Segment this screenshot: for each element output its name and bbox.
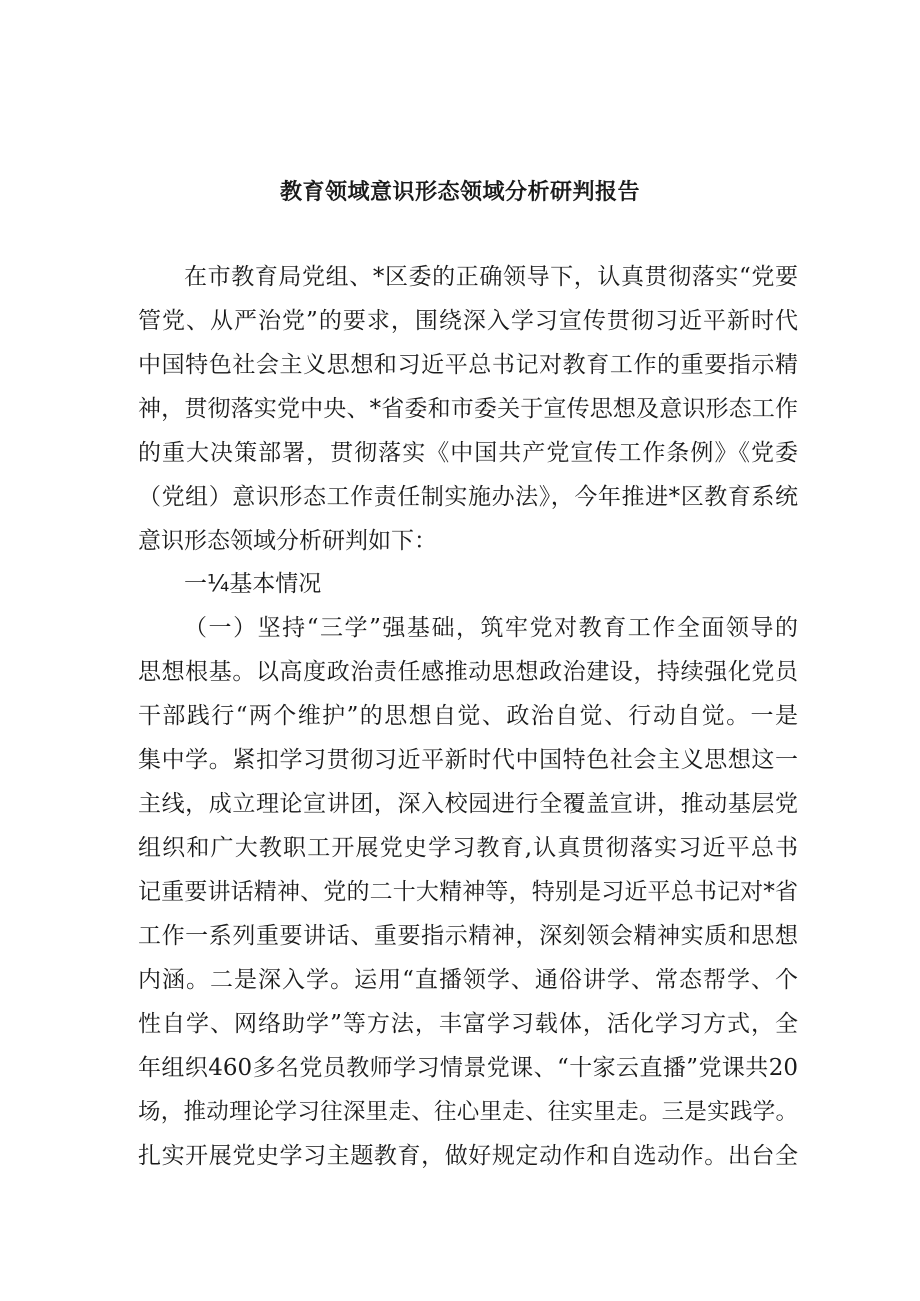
intro-line: 中国特色社会主义思想和习近平总书记对教育工作的重要指示精 — [138, 352, 798, 378]
body-line: 组织和广大教职工开展党史学习教育,认真贯彻落实习近平总书 — [138, 835, 798, 861]
document-title: 教育领域意识形态领域分析研判报告 — [279, 180, 640, 205]
body-line: 集中学。紧扣学习贯彻习近平新时代中国特色社会主义思想这一 — [138, 747, 798, 773]
section-heading: 一¼基本情况 — [184, 571, 322, 597]
body-line: 工作一系列重要讲话、重要指示精神，深刻领会精神实质和思想 — [138, 923, 798, 949]
body-line: 扎实开展党史学习主题教育，做好规定动作和自选动作。出台全 — [138, 1143, 798, 1169]
body-line: （一）坚持“三学”强基础，筑牢党对教育工作全面领导的 — [184, 615, 798, 641]
intro-line: 管党、从严治党”的要求，围绕深入学习宣传贯彻习近平新时代 — [138, 308, 798, 334]
body-line: 年组织460多名党员教师学习情景党课、“十家云直播”党课共20 — [138, 1055, 798, 1081]
intro-line: （党组）意识形态工作责任制实施办法》，今年推进*区教育系统 — [138, 484, 798, 510]
body-line: 内涵。二是深入学。运用“直播领学、通俗讲学、常态帮学、个 — [138, 967, 798, 993]
intro-line: 神，贯彻落实党中央、*省委和市委关于宣传思想及意识形态工作 — [138, 396, 798, 422]
intro-line: 意识形态领域分析研判如下： — [138, 528, 437, 554]
body-line: 思想根基。以高度政治责任感推动思想政治建设，持续强化党员 — [138, 659, 798, 685]
body-line: 干部践行“两个维护”的思想自觉、政治自觉、行动自觉。一是 — [138, 703, 798, 729]
intro-line: 的重大决策部署，贯彻落实《中国共产党宣传工作条例》《党委 — [138, 440, 798, 466]
body-line: 性自学、网络助学”等方法，丰富学习载体，活化学习方式，全 — [138, 1011, 798, 1037]
body-line: 场，推动理论学习往深里走、往心里走、往实里走。三是实践学。 — [138, 1099, 798, 1125]
intro-line: 在市教育局党组、*区委的正确领导下，认真贯彻落实“党要 — [184, 264, 798, 290]
body-line: 记重要讲话精神、党的二十大精神等，特别是习近平总书记对*省 — [138, 879, 798, 905]
body-line: 主线，成立理论宣讲团，深入校园进行全覆盖宣讲，推动基层党 — [138, 791, 798, 817]
